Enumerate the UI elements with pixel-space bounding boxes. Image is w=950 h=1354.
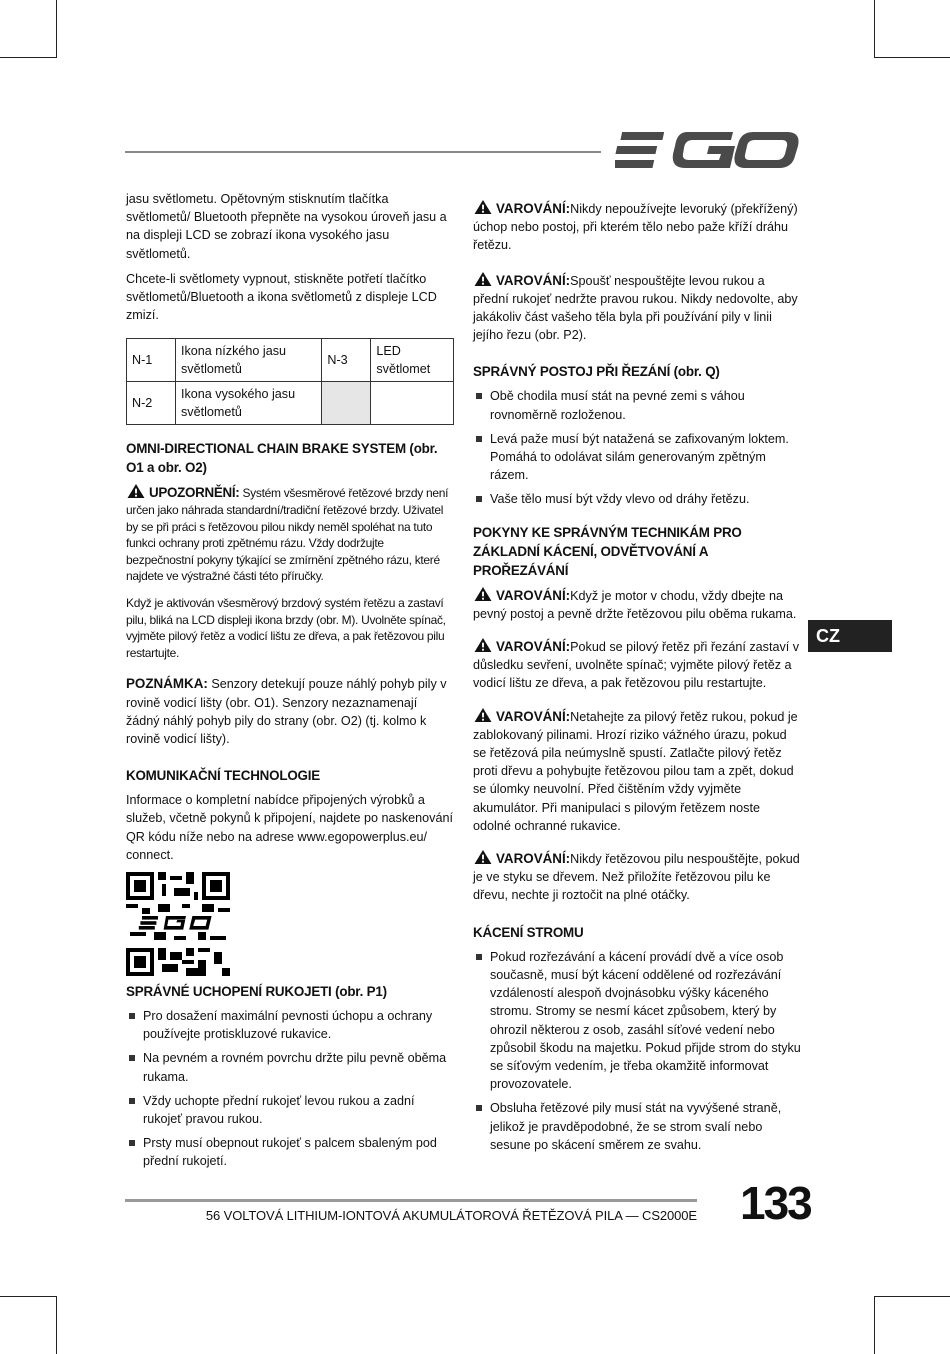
warning-triangle-icon xyxy=(473,707,493,723)
warning-triangle-icon xyxy=(126,483,146,499)
warning-block xyxy=(473,199,801,255)
list-item: Obsluha řetězové pily musí stát na vyvýšené straně, jelikož je pravděpodobné, že se strom svalí nebo sesune po skácení směrem ze svahu. xyxy=(473,1099,801,1154)
footer-title: 56 VOLTOVÁ LITHIUM-IONTOVÁ AKUMULÁTOROVÁ ŘETĚZOVÁ PILA — CS2000E xyxy=(205,1208,697,1223)
warning-text: Když je motor v chodu, vždy dbejte na pevný postoj a pevně držte řetězovou pilu oběma rukama. xyxy=(473,588,797,621)
list-item: Vaše tělo musí být vždy vlevo od dráhy řetězu. xyxy=(473,490,801,508)
list-item: Obě chodila musí stát na pevné zemi s váhou rovnoměrně rozloženou. xyxy=(473,387,801,423)
right-column xyxy=(473,199,801,1160)
warning-block xyxy=(473,707,801,835)
table-cell-empty xyxy=(322,382,371,425)
crop-mark xyxy=(56,0,57,58)
felling-list xyxy=(473,948,801,1154)
table-cell: N-1 xyxy=(127,339,176,382)
header-rule xyxy=(125,151,601,153)
warning-text: Netahejte za pilový řetěz rukou, pokud je zablokovaný pilinami. Hrozí riziko vážného úrazu, pokud se řetězová pila neúmyslně spustí. Zatlačte pilový řetěz proti dřevu a pohybujte řetězovou pilou tam a zpět, dokud se úlomky neuvolní. Před čištěním vždy vyjměte akumulátor. Při manipulaci s pilovým řetězem noste odolné ochranné rukavice. xyxy=(473,709,798,833)
list-item: Levá paže musí být natažená se zafixovaným loktem. Pomáhá to odolávat silám generovaným zpětným rázem. xyxy=(473,430,801,485)
crop-mark xyxy=(0,1296,57,1297)
body-paragraph: Když je aktivován všesměrový brzdový systém řetězu a zastaví pilu, bliká na LCD displeji ikona brzdy (obr. M). Uvolněte spínač, vyjměte pilový řetěz a vodicí lištu ze dřeva, a pak řetězovou pilu restartujte. xyxy=(126,595,446,660)
intro-paragraph: jasu světlometu. Opětovným stisknutím tlačítka světlometů/ Bluetooth přepněte na vysokou úroveň jasu a na displeji LCD se zobrazí ikona vysokého jasu světlometů. xyxy=(126,192,447,261)
table-cell: Ikona vysokého jasu světlometů xyxy=(176,382,322,425)
warning-text: Pokud se pilový řetěz při řezání zastaví v důsledku sevření, uvolněte spínač; vyjměte pilový řetěz a vodicí lištu ze dřeva, a pak řetězovou pilu restartujte. xyxy=(473,640,800,691)
table-cell-empty xyxy=(371,382,454,425)
crop-mark xyxy=(874,0,875,58)
warning-block xyxy=(473,849,801,905)
intro-paragraph: Chcete-li světlomety vypnout, stiskněte potřetí tlačítko světlometů/Bluetooth a ikona světlometů z displeje LCD zmizí. xyxy=(126,271,437,323)
note-text: Senzory detekují pouze náhlý pohyb pily v rovině vodicí lišty (obr. O1). Senzory nezaznamenají žádný náhlý pohyb pily do strany (obr. O2) (tj. kolmo k rovině vodicí lišty). xyxy=(126,677,447,746)
warning-text: Nikdy nepoužívejte levoruký (překřížený) úchop nebo postoj, při kterém tělo nebo paže kříží dráhu řetězu. xyxy=(473,202,798,253)
grip-list xyxy=(126,1007,454,1171)
warning-label: VAROVÁNÍ: xyxy=(496,272,571,288)
warning-triangle-icon xyxy=(473,637,493,653)
list-item: Na pevném a rovném povrchu držte pilu pevně oběma rukama. xyxy=(126,1049,454,1085)
list-item: Pro dosažení maximální pevnosti úchopu a ochrany používejte protiskluzové rukavice. xyxy=(126,1007,454,1043)
note-block xyxy=(126,675,454,748)
warning-triangle-icon xyxy=(473,586,493,602)
section-heading: KOMUNIKAČNÍ TECHNOLOGIE xyxy=(126,768,321,784)
note-label: POZNÁMKA: xyxy=(126,676,208,692)
warning-triangle-icon xyxy=(473,199,493,215)
warning-label: VAROVÁNÍ: xyxy=(496,587,571,603)
language-tab: CZ xyxy=(808,620,892,652)
section-heading: POKYNY KE SPRÁVNÝM TECHNIKÁM PRO ZÁKLADNÍ KÁCENÍ, ODVĚTVOVÁNÍ A PROŘEZÁVÁNÍ xyxy=(473,524,742,578)
indicator-table xyxy=(126,338,454,425)
table-cell: Ikona nízkého jasu světlometů xyxy=(176,339,322,382)
table-cell: N-3 xyxy=(322,339,371,382)
list-item: Pokud rozřezávání a kácení provádí dvě a více osob současně, musí být kácení oddělené od rozřezávání vzdáleností alespoň dvojnásobku výšky káceného stromu. Stromy se nesmí kácet způsobem, který by ohrozil některou z osob, zasáhl síťové vedení nebo způsobil škodu na majetku. Pokud přijde strom do styku se síťovým vedením, je třeba okamžitě informovat provozovatele. xyxy=(473,948,801,1094)
caution-label: UPOZORNĚNÍ: xyxy=(149,485,240,501)
section-heading: KÁCENÍ STROMU xyxy=(473,924,584,940)
list-item: Prsty musí obepnout rukojeť s palcem sbaleným pod přední rukojetí. xyxy=(126,1134,454,1170)
caution-block xyxy=(126,483,454,585)
warning-label: VAROVÁNÍ: xyxy=(496,851,571,867)
section-heading: SPRÁVNÝ POSTOJ PŘI ŘEZÁNÍ (obr. Q) xyxy=(473,364,720,380)
qr-code xyxy=(126,872,230,976)
warning-triangle-icon xyxy=(473,271,493,287)
warning-block xyxy=(473,637,801,693)
warning-text: Spoušť nespouštějte levou rukou a přední rukojeť nedržte pravou rukou. Nikdy nedovolte, aby jakákoliv část vašeho těla byla při používání pily v linii jejího řezu (obr. P2). xyxy=(473,273,798,343)
table-cell: LED světlomet xyxy=(371,339,454,382)
list-item: Vždy uchopte přední rukojeť levou rukou a zadní rukojeť pravou rukou. xyxy=(126,1092,454,1128)
crop-mark xyxy=(874,1296,875,1354)
crop-mark xyxy=(874,1296,950,1297)
section-heading: OMNI-DIRECTIONAL CHAIN BRAKE SYSTEM (obr. O1 a obr. O2) xyxy=(126,441,438,476)
warning-label: VAROVÁNÍ: xyxy=(496,639,571,655)
crop-mark xyxy=(0,57,57,58)
section-heading: SPRÁVNÉ UCHOPENÍ RUKOJETI (obr. P1) xyxy=(126,983,387,999)
table-cell: N-2 xyxy=(127,382,176,425)
crop-mark xyxy=(56,1296,57,1354)
footer-rule xyxy=(125,1199,697,1202)
ego-logo xyxy=(615,128,800,172)
page-number: 133 xyxy=(740,1177,811,1229)
warning-label: VAROVÁNÍ: xyxy=(496,708,571,724)
left-column xyxy=(126,190,454,1177)
caution-text: Systém všesměrové řetězové brzdy není určen jako náhrada standardní/tradiční řetězové brzdy. Uživatel by se při práci s řetězovou pilou nikdy neměl spoléhat na tuto funkci ochrany proti zpětnému rázu. Vždy dodržujte bezpečnostní pokyny týkající se zmírnění zpětného rázu, které najdete ve výstražné části této příručky. xyxy=(126,486,449,584)
warning-text: Nikdy řetězovou pilu nespouštějte, pokud je ve styku se dřevem. Než přiložíte řetězovou pilu ke dřevu, nechte ji roztočit na plné otáčky. xyxy=(473,852,800,903)
warning-block xyxy=(473,271,801,345)
body-paragraph: Informace o kompletní nabídce připojených výrobků a služeb, včetně pokynů k připojení, najdete po naskenování QR kódu níže nebo na adrese www.egopowerplus.eu/ connect. xyxy=(126,793,453,862)
warning-block xyxy=(473,586,801,623)
warning-triangle-icon xyxy=(473,849,493,865)
warning-label: VAROVÁNÍ: xyxy=(496,201,571,216)
crop-mark xyxy=(874,57,950,58)
stance-list xyxy=(473,387,801,508)
